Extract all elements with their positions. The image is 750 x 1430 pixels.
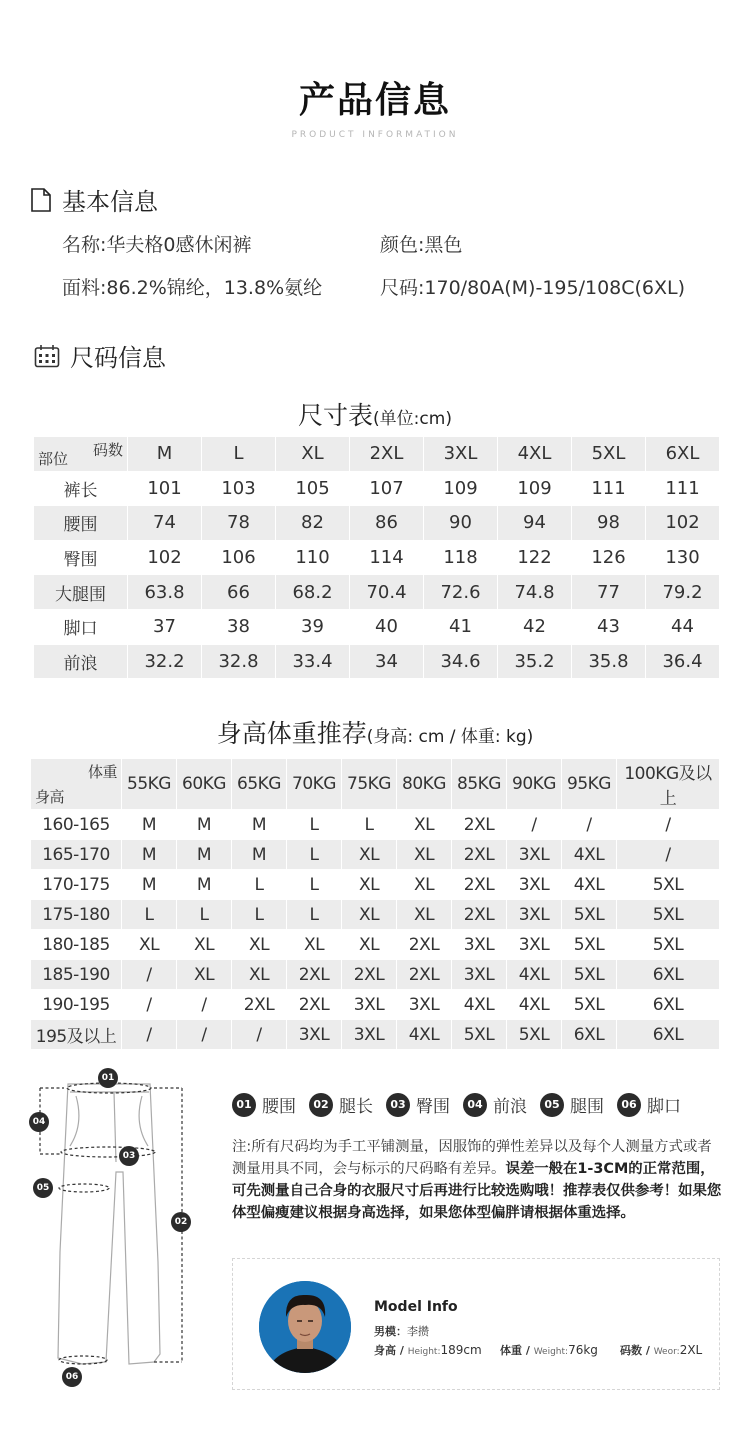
- table-cell: 6XL: [617, 960, 720, 990]
- model-info-card: [232, 1258, 720, 1390]
- column-header: 60KG: [177, 759, 232, 810]
- table-cell: L: [287, 810, 342, 840]
- table-cell: 118: [424, 540, 498, 575]
- table-cell: 44: [646, 609, 720, 644]
- rec-table-title: 身高体重推荐(身高: cm / 体重: kg): [216, 719, 534, 748]
- table-cell: 4XL: [507, 990, 562, 1020]
- legend-label: 腿长: [339, 1097, 373, 1117]
- size-table: [33, 436, 720, 679]
- table-cell: /: [617, 810, 720, 840]
- table-cell: XL: [232, 960, 287, 990]
- document-icon: [30, 188, 52, 212]
- legend-label: 臀围: [416, 1097, 450, 1117]
- marker-05-thigh: 05: [33, 1178, 53, 1198]
- basic-info-title: 基本信息: [62, 188, 158, 216]
- table-cell: 3XL: [452, 930, 507, 960]
- table-cell: 79.2: [646, 575, 720, 610]
- table-cell: 66: [202, 575, 276, 610]
- row-label: 裤长: [34, 471, 128, 506]
- row-label: 195及以上: [31, 1020, 122, 1050]
- table-cell: 72.6: [424, 575, 498, 610]
- corner-row-label: 身高: [35, 788, 65, 806]
- model-info-title: Model Info: [374, 1299, 458, 1315]
- table-cell: 2XL: [287, 960, 342, 990]
- table-cell: 36.4: [646, 644, 720, 679]
- table-cell: M: [122, 870, 177, 900]
- model-height-line: 身高 / Height:189cm: [374, 1343, 482, 1357]
- table-cell: 102: [128, 540, 202, 575]
- table-cell: M: [177, 870, 232, 900]
- table-cell: M: [177, 810, 232, 840]
- table-cell: 103: [202, 471, 276, 506]
- basic-info-heading: [30, 182, 158, 217]
- size-table-title: 尺寸表(单位:cm): [298, 401, 452, 430]
- row-label: 脚口: [34, 609, 128, 644]
- corner-column-label: 码数: [92, 441, 123, 459]
- table-cell: L: [177, 900, 232, 930]
- table-cell: 2XL: [397, 960, 452, 990]
- table-cell: 111: [572, 471, 646, 506]
- table-cell: 130: [646, 540, 720, 575]
- table-cell: 2XL: [452, 840, 507, 870]
- column-header: XL: [276, 437, 350, 472]
- table-cell: 5XL: [617, 900, 720, 930]
- row-label: 臀围: [34, 540, 128, 575]
- table-cell: 39: [276, 609, 350, 644]
- column-header: 85KG: [452, 759, 507, 810]
- legend-item: [540, 1092, 604, 1117]
- table-cell: 2XL: [287, 990, 342, 1020]
- legend-number-badge: 03: [386, 1093, 410, 1117]
- table-cell: 32.2: [128, 644, 202, 679]
- table-cell: 3XL: [507, 930, 562, 960]
- table-cell: 4XL: [452, 990, 507, 1020]
- table-cell: 98: [572, 506, 646, 541]
- table-cell: 5XL: [562, 990, 617, 1020]
- table-row: [34, 644, 720, 679]
- table-row: [34, 506, 720, 541]
- table-row: [34, 609, 720, 644]
- model-weight: 76kg: [568, 1343, 598, 1357]
- model-height: 189cm: [440, 1343, 482, 1357]
- table-cell: 111: [646, 471, 720, 506]
- marker-06-hem: 06: [62, 1367, 82, 1387]
- row-label: 160-165: [31, 810, 122, 840]
- corner-column-label: 体重: [87, 763, 117, 781]
- table-cell: 74.8: [498, 575, 572, 610]
- column-header: 3XL: [424, 437, 498, 472]
- calendar-icon: [34, 344, 60, 368]
- table-header-row: [34, 437, 720, 472]
- size-info-title: 尺码信息: [70, 344, 166, 372]
- measurement-legend: [232, 1092, 694, 1117]
- table-cell: 5XL: [452, 1020, 507, 1050]
- table-cell: 34.6: [424, 644, 498, 679]
- table-corner-header: [31, 759, 122, 810]
- table-row: [34, 540, 720, 575]
- table-cell: 101: [128, 471, 202, 506]
- column-header: 70KG: [287, 759, 342, 810]
- table-row: [31, 960, 720, 990]
- table-cell: 102: [646, 506, 720, 541]
- table-cell: 3XL: [452, 960, 507, 990]
- table-cell: 5XL: [562, 960, 617, 990]
- legend-label: 前浪: [493, 1097, 527, 1117]
- table-cell: XL: [177, 930, 232, 960]
- table-cell: 78: [202, 506, 276, 541]
- table-cell: 74: [128, 506, 202, 541]
- table-cell: XL: [342, 870, 397, 900]
- size-info-heading: [34, 338, 166, 373]
- measurement-note: [232, 1136, 722, 1224]
- legend-number-badge: 02: [309, 1093, 333, 1117]
- table-cell: 5XL: [562, 930, 617, 960]
- table-cell: 6XL: [562, 1020, 617, 1050]
- table-cell: L: [232, 870, 287, 900]
- table-cell: 35.8: [572, 644, 646, 679]
- table-row: [34, 471, 720, 506]
- table-cell: 70.4: [350, 575, 424, 610]
- column-header: 80KG: [397, 759, 452, 810]
- row-label: 185-190: [31, 960, 122, 990]
- table-row: [31, 990, 720, 1020]
- table-cell: 90: [424, 506, 498, 541]
- legend-number-badge: 06: [617, 1093, 641, 1117]
- table-cell: 42: [498, 609, 572, 644]
- table-cell: 3XL: [507, 840, 562, 870]
- table-cell: 6XL: [617, 990, 720, 1020]
- table-cell: 2XL: [397, 930, 452, 960]
- column-header: 90KG: [507, 759, 562, 810]
- row-label: 大腿围: [34, 575, 128, 610]
- table-cell: XL: [122, 930, 177, 960]
- table-cell: XL: [397, 840, 452, 870]
- legend-number-badge: 01: [232, 1093, 256, 1117]
- table-cell: L: [287, 900, 342, 930]
- table-cell: /: [122, 990, 177, 1020]
- table-cell: 4XL: [397, 1020, 452, 1050]
- row-label: 180-185: [31, 930, 122, 960]
- table-cell: M: [122, 810, 177, 840]
- table-cell: 34: [350, 644, 424, 679]
- table-cell: 109: [424, 471, 498, 506]
- note-plain: 注:所有尺码均为手工平铺测量，因服饰的弹性差异以及每个人测量方式或者测量用具不同，会与标示的尺码略有差异。: [232, 1139, 712, 1177]
- table-cell: /: [122, 1020, 177, 1050]
- table-cell: 3XL: [507, 870, 562, 900]
- table-cell: 114: [350, 540, 424, 575]
- legend-item: [617, 1092, 681, 1117]
- table-cell: XL: [397, 900, 452, 930]
- table-cell: L: [232, 900, 287, 930]
- column-header: 55KG: [122, 759, 177, 810]
- table-cell: 2XL: [452, 870, 507, 900]
- table-cell: 4XL: [562, 870, 617, 900]
- table-cell: 38: [202, 609, 276, 644]
- legend-item: [232, 1092, 296, 1117]
- product-color: 颜色:黑色: [380, 234, 463, 256]
- table-cell: M: [177, 840, 232, 870]
- table-cell: XL: [342, 900, 397, 930]
- product-size-range: 尺码:170/80A(M)-195/108C(6XL): [380, 277, 686, 299]
- legend-item: [309, 1092, 373, 1117]
- table-cell: /: [507, 810, 562, 840]
- table-cell: M: [232, 840, 287, 870]
- table-row: [31, 870, 720, 900]
- table-row: [34, 575, 720, 610]
- table-cell: 110: [276, 540, 350, 575]
- table-cell: /: [122, 960, 177, 990]
- pants-measurement-diagram: [22, 1062, 202, 1392]
- table-cell: M: [122, 840, 177, 870]
- table-cell: XL: [397, 810, 452, 840]
- table-cell: 3XL: [342, 1020, 397, 1050]
- marker-03-hip: 03: [119, 1146, 139, 1166]
- page-title: 产品信息: [298, 80, 451, 121]
- table-cell: XL: [342, 930, 397, 960]
- column-header: M: [128, 437, 202, 472]
- table-cell: 3XL: [397, 990, 452, 1020]
- row-label: 175-180: [31, 900, 122, 930]
- table-row: [31, 1020, 720, 1050]
- table-cell: 2XL: [452, 810, 507, 840]
- legend-item: [386, 1092, 450, 1117]
- table-row: [31, 810, 720, 840]
- table-cell: 86: [350, 506, 424, 541]
- table-cell: XL: [397, 870, 452, 900]
- table-cell: 6XL: [617, 1020, 720, 1050]
- table-cell: 109: [498, 471, 572, 506]
- row-label: 腰围: [34, 506, 128, 541]
- column-header: 75KG: [342, 759, 397, 810]
- column-header: 4XL: [498, 437, 572, 472]
- table-cell: 5XL: [507, 1020, 562, 1050]
- table-cell: 33.4: [276, 644, 350, 679]
- table-cell: 3XL: [287, 1020, 342, 1050]
- row-label: 170-175: [31, 870, 122, 900]
- note-bold: 误差一般在1-3CM的正常范围，可先测量自己合身的衣服尺寸后再进行比较选购哦！推荐表仅供参考！如果您体型偏瘦建议根据身高选择，如果您体型偏胖请根据体重选择。: [232, 1161, 722, 1221]
- row-label: 前浪: [34, 644, 128, 679]
- table-row: [31, 840, 720, 870]
- table-cell: 2XL: [452, 900, 507, 930]
- table-cell: 122: [498, 540, 572, 575]
- rec-table: [30, 758, 720, 1050]
- table-cell: 107: [350, 471, 424, 506]
- table-cell: 5XL: [562, 900, 617, 930]
- table-cell: 43: [572, 609, 646, 644]
- table-header-row: [31, 759, 720, 810]
- table-cell: 82: [276, 506, 350, 541]
- table-cell: /: [177, 990, 232, 1020]
- table-row: [31, 900, 720, 930]
- size-table-unit: (单位:cm): [373, 409, 452, 429]
- table-cell: XL: [232, 930, 287, 960]
- table-cell: 105: [276, 471, 350, 506]
- table-row: [31, 930, 720, 960]
- table-cell: 126: [572, 540, 646, 575]
- column-header: 5XL: [572, 437, 646, 472]
- model-name: 李攒: [407, 1325, 429, 1338]
- table-cell: /: [232, 1020, 287, 1050]
- column-header: 100KG及以上: [617, 759, 720, 810]
- table-cell: 35.2: [498, 644, 572, 679]
- legend-label: 脚口: [647, 1097, 681, 1117]
- marker-01-waist: 01: [98, 1068, 118, 1088]
- table-cell: L: [122, 900, 177, 930]
- table-cell: /: [177, 1020, 232, 1050]
- table-cell: 40: [350, 609, 424, 644]
- marker-04-front-rise: 04: [29, 1112, 49, 1132]
- table-cell: L: [287, 840, 342, 870]
- table-cell: 4XL: [507, 960, 562, 990]
- model-size: 2XL: [679, 1343, 703, 1357]
- table-cell: 4XL: [562, 840, 617, 870]
- table-cell: 94: [498, 506, 572, 541]
- table-cell: 41: [424, 609, 498, 644]
- legend-number-badge: 04: [463, 1093, 487, 1117]
- row-label: 190-195: [31, 990, 122, 1020]
- corner-row-label: 部位: [38, 449, 69, 468]
- column-header: 2XL: [350, 437, 424, 472]
- row-label: 165-170: [31, 840, 122, 870]
- table-cell: 106: [202, 540, 276, 575]
- table-cell: 68.2: [276, 575, 350, 610]
- legend-label: 腰围: [262, 1097, 296, 1117]
- model-avatar: [259, 1281, 351, 1373]
- table-cell: 5XL: [617, 870, 720, 900]
- table-cell: 32.8: [202, 644, 276, 679]
- table-cell: /: [617, 840, 720, 870]
- table-cell: XL: [287, 930, 342, 960]
- table-cell: /: [562, 810, 617, 840]
- product-name: 名称:华夫格0感休闲裤: [62, 234, 252, 256]
- table-cell: 5XL: [617, 930, 720, 960]
- column-header: 6XL: [646, 437, 720, 472]
- table-cell: 3XL: [507, 900, 562, 930]
- table-cell: L: [287, 870, 342, 900]
- table-cell: L: [342, 810, 397, 840]
- column-header: 65KG: [232, 759, 287, 810]
- model-name-line: 男模：李攒: [374, 1325, 429, 1338]
- rec-table-unit: (身高: cm / 体重: kg): [366, 727, 534, 747]
- model-size-line: 码数 / Weor:2XL: [620, 1343, 703, 1357]
- legend-label: 腿围: [570, 1097, 604, 1117]
- column-header: 95KG: [562, 759, 617, 810]
- table-cell: 2XL: [232, 990, 287, 1020]
- table-cell: M: [232, 810, 287, 840]
- product-fabric: 面料:86.2%锦纶，13.8%氨纶: [62, 277, 323, 299]
- legend-number-badge: 05: [540, 1093, 564, 1117]
- table-corner-header: [34, 437, 128, 472]
- marker-02-leg-length: 02: [171, 1212, 191, 1232]
- table-cell: 3XL: [342, 990, 397, 1020]
- table-cell: 2XL: [342, 960, 397, 990]
- column-header: L: [202, 437, 276, 472]
- page-subtitle: PRODUCT INFORMATION: [291, 130, 459, 140]
- table-cell: 77: [572, 575, 646, 610]
- table-cell: XL: [177, 960, 232, 990]
- model-weight-line: 体重 / Weight:76kg: [500, 1343, 598, 1357]
- table-cell: 63.8: [128, 575, 202, 610]
- table-cell: 37: [128, 609, 202, 644]
- table-cell: XL: [342, 840, 397, 870]
- legend-item: [463, 1092, 527, 1117]
